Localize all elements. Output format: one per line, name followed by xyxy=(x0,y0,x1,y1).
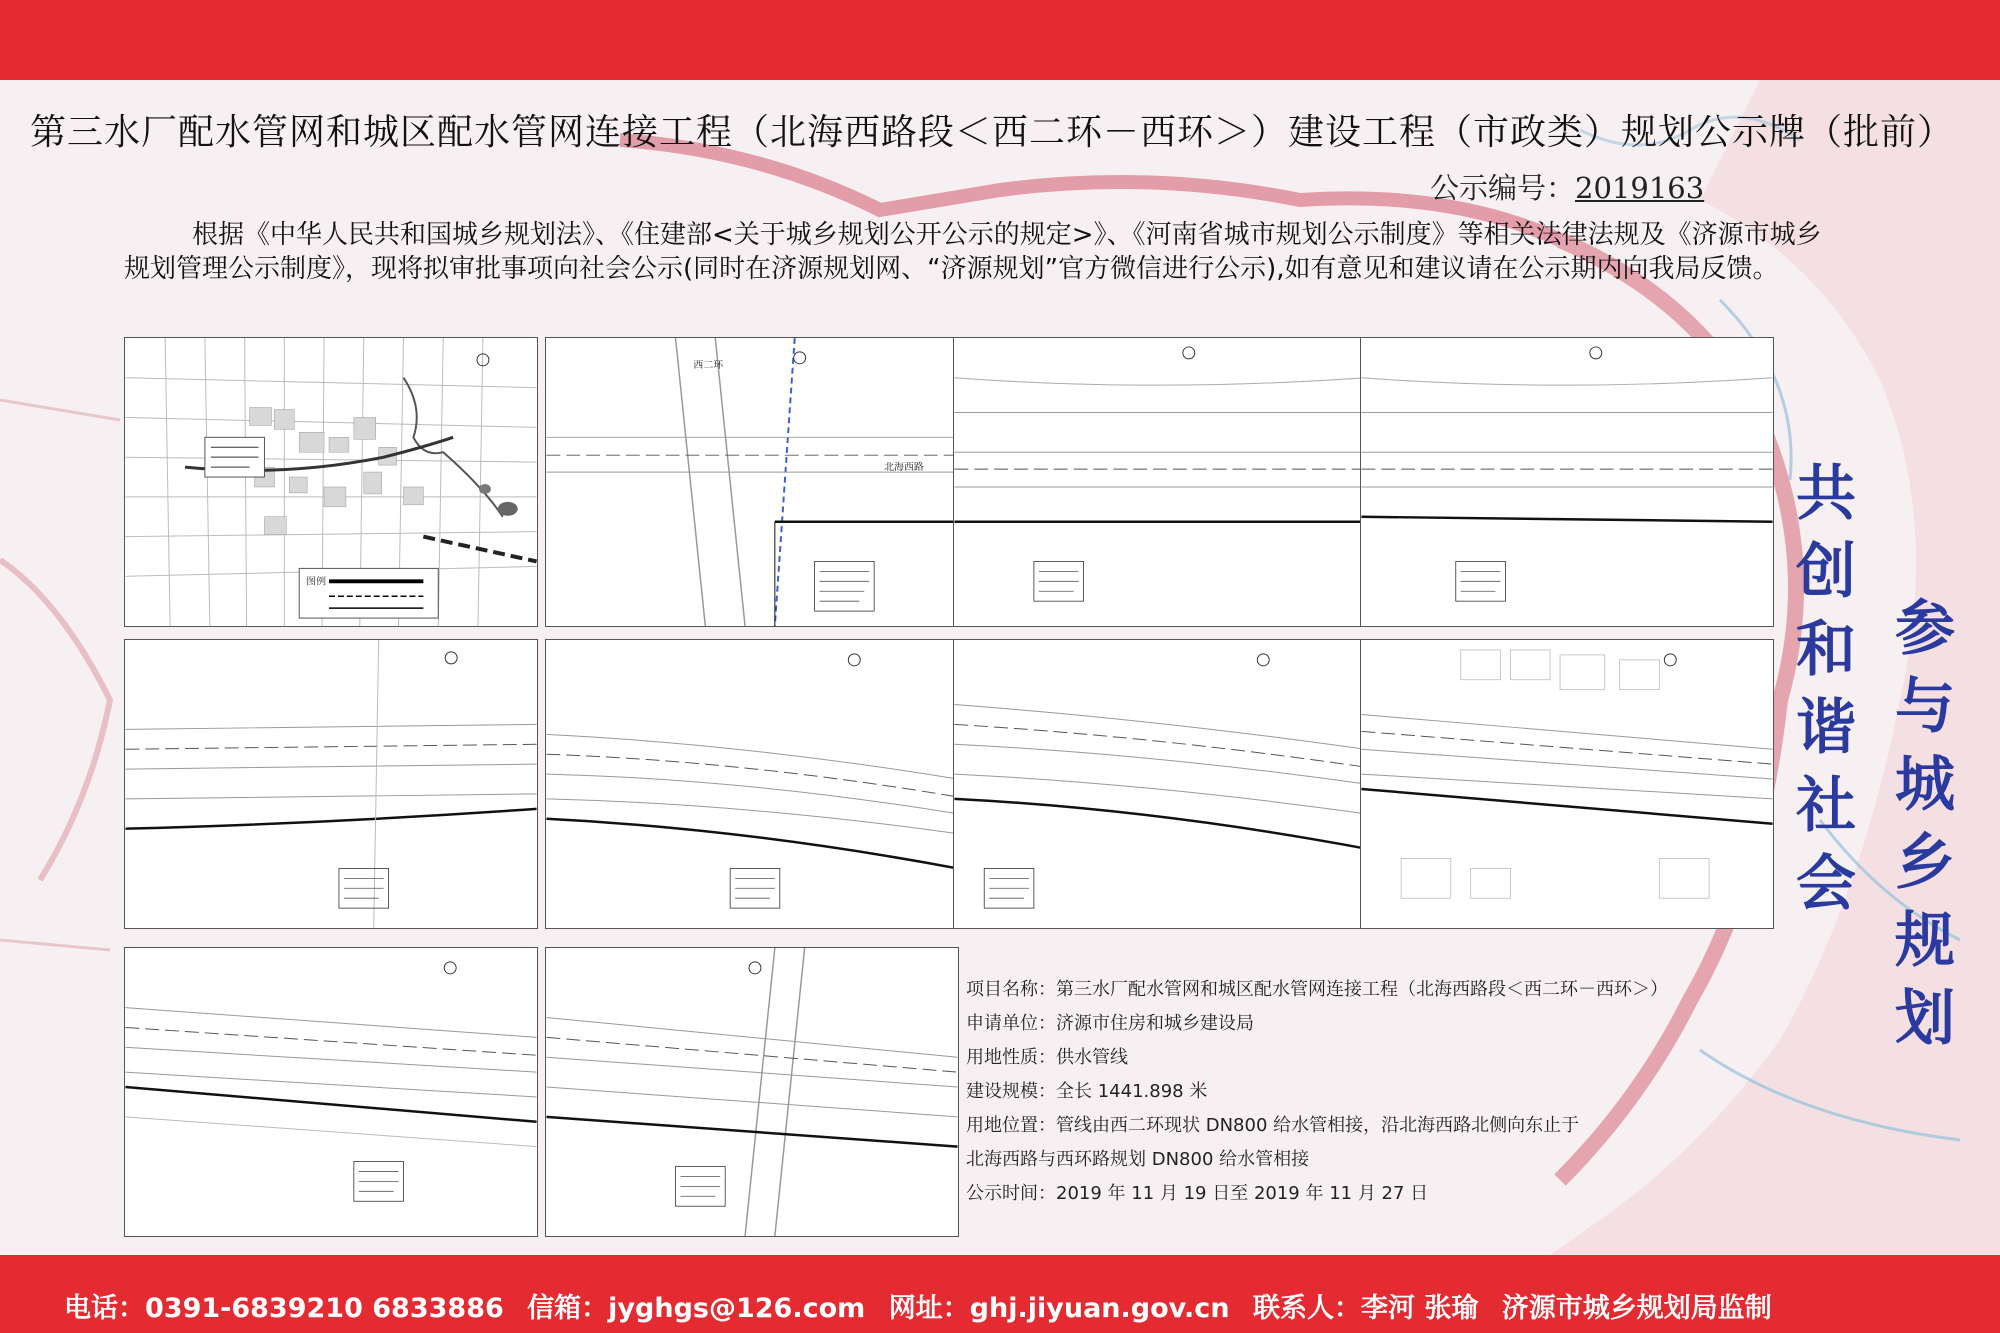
info-project-name: 项目名称：第三水厂配水管网和城区配水管网连接工程（北海西路段＜西二环－西环＞） xyxy=(966,979,1668,1000)
info-land-use: 用地性质：供水管线 xyxy=(966,1047,1128,1068)
info-applicant: 申请单位：济源市住房和城乡建设局 xyxy=(966,1013,1254,1034)
project-info xyxy=(966,973,1746,1211)
pipeline-drawing-7 xyxy=(954,640,1366,928)
pipeline-drawing-5 xyxy=(125,640,537,928)
pipeline-drawing-6 xyxy=(546,640,958,928)
info-scale: 建设规模：全长 1441.898 米 xyxy=(966,1081,1208,1102)
page-title: 第三水厂配水管网和城区配水管网连接工程（北海西路段＜西二环－西环＞）建设工程（市政类）规划公示牌（批前） xyxy=(30,112,1955,153)
drawing-panel-9 xyxy=(124,947,538,1237)
drawing-panel-3 xyxy=(953,337,1367,627)
notice-number-value: 2019163 xyxy=(1575,171,1705,205)
drawing-panel-2 xyxy=(545,337,959,627)
footer-supervisor: 济源市城乡规划局监制 xyxy=(1501,1293,1772,1324)
slogan-left: 共 创 和 谐 社 会 xyxy=(1796,459,1856,919)
pipeline-drawing-3 xyxy=(954,338,1366,626)
footer-website: 网址：ghj.jiyuan.gov.cn xyxy=(888,1293,1230,1324)
pipeline-drawing-2 xyxy=(546,338,958,626)
drawing-panel-7 xyxy=(953,639,1367,929)
pipeline-drawing-8 xyxy=(1361,640,1773,928)
drawing-panel-8 xyxy=(1360,639,1774,929)
drawing-panel-10 xyxy=(545,947,959,1237)
info-period: 公示时间：2019 年 11 月 19 日至 2019 年 11 月 27 日 xyxy=(966,1183,1429,1204)
intro-line-3: 示),如有意见和建议请在公示期内向我局反馈。 xyxy=(1240,254,1779,284)
intro-paragraph xyxy=(124,218,1824,286)
footer-email: 信箱：jyghgs@126.com xyxy=(527,1293,866,1324)
pipeline-drawing-10 xyxy=(546,948,958,1236)
footer-contact: 联系人：李河 张瑜 xyxy=(1252,1293,1479,1324)
pipeline-drawing-4 xyxy=(1361,338,1773,626)
pipeline-drawing-9 xyxy=(125,948,537,1236)
notice-number xyxy=(1430,166,1704,207)
drawing-panel-4 xyxy=(1360,337,1774,627)
top-banner xyxy=(0,0,2000,80)
ring-road-label: 西二环 xyxy=(693,359,724,371)
road-label: 北海西路 xyxy=(884,462,924,474)
footer-phone: 电话：0391-6839210 6833886 xyxy=(64,1293,504,1324)
drawing-panel-5 xyxy=(124,639,538,929)
location-map-panel xyxy=(124,337,538,627)
drawing-panel-6 xyxy=(545,639,959,929)
map-legend-label: 图例 xyxy=(306,576,327,588)
slogan-right: 参 与 城 乡 规 划 xyxy=(1895,594,1955,1054)
notice-number-label: 公示编号： xyxy=(1430,171,1576,205)
info-location-1: 用地位置：管线由西二环现状 DN800 给水管相接，沿北海西路北侧向东止于 xyxy=(966,1115,1580,1136)
location-map-drawing xyxy=(125,338,537,626)
info-location-2: 北海西路与西环路规划 DN800 给水管相接 xyxy=(966,1149,1310,1170)
intro-line-2: 法律法规及《济源市城乡规划管理公示制度》，现将拟审批事项向社会公示(同时在济源规划网、“济源规划”官方微信进行公 xyxy=(124,220,1822,284)
intro-line-1: 根据《中华人民共和国城乡规划法》、《住建部<关于城乡规划公开公示的规定>》、《河南省城市规划公示制度》等相关 xyxy=(192,220,1536,250)
footer-contacts xyxy=(64,1286,1964,1325)
